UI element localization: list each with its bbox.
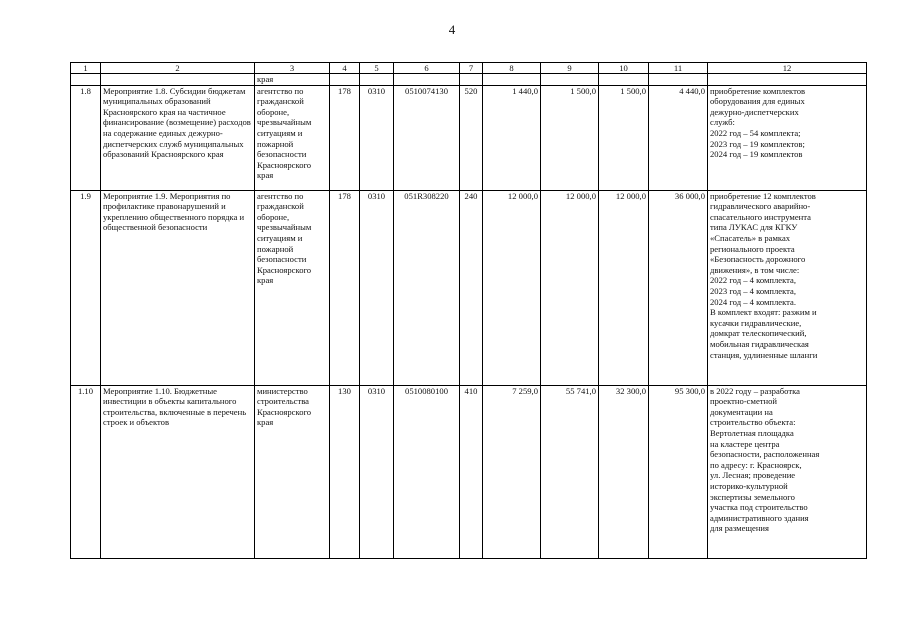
amount-2022: 1 440,0: [483, 85, 541, 190]
responsible-agency: агентство по гражданской обороне, чрезвычайным ситуациям и пожарной безопасности Красноярского края: [255, 190, 330, 385]
measures-table: [70, 62, 867, 559]
result-line: приобретение 12 комплектов: [710, 190, 816, 201]
column-header: 10: [599, 63, 649, 74]
grbs-code: 178: [330, 85, 360, 190]
table-row: [71, 385, 867, 558]
expected-result: [708, 85, 867, 190]
column-header: 3: [255, 63, 330, 74]
amount-2023: 12 000,0: [541, 190, 599, 385]
result-line: приобретение комплектов: [710, 85, 806, 96]
grbs-code: 130: [330, 385, 360, 558]
amount-2022: 7 259,0: [483, 385, 541, 558]
row-number: 1.9: [71, 190, 101, 385]
rzpr-code: 0310: [360, 85, 394, 190]
vr-code: 410: [460, 385, 483, 558]
expected-result: [708, 190, 867, 385]
result-line: мобильная гидравлическая: [710, 338, 809, 349]
result-line: спасательного инструмента: [710, 211, 811, 222]
result-line: домкрат телескопический,: [710, 328, 807, 339]
rzpr-code: 0310: [360, 385, 394, 558]
column-header: 9: [541, 63, 599, 74]
result-line: для размещения: [710, 523, 769, 534]
result-line: дежурно-диспетчерских: [710, 106, 799, 117]
row-number: 1.10: [71, 385, 101, 558]
result-line: типа ЛУКАС для КГКУ: [710, 222, 798, 233]
result-line: кусачки гидравлические,: [710, 317, 802, 328]
result-line: проектно-сметной: [710, 396, 778, 407]
column-header: 11: [649, 63, 708, 74]
amount-2024: 1 500,0: [599, 85, 649, 190]
result-line: ул. Лесная; проведение: [710, 470, 796, 481]
grbs-code: 178: [330, 190, 360, 385]
csr-code: 0510080100: [394, 385, 460, 558]
table-row: [71, 190, 867, 385]
amount-2023: 55 741,0: [541, 385, 599, 558]
result-line: Вертолетная площадка: [710, 427, 794, 438]
amount-2022: 12 000,0: [483, 190, 541, 385]
measure-name: Мероприятие 1.8. Субсидии бюджетам муниципальных образований Красноярского края на частичное финансирование (возмещение) расходов на содержание единых дежурно-диспетчерских служб муниципальных образований Красноярского края: [101, 85, 255, 190]
responsible-agency: министерство строительства Красноярского края: [255, 385, 330, 558]
result-line: «Безопасность дорожного: [710, 254, 806, 265]
row-number: 1.8: [71, 85, 101, 190]
column-header: 5: [360, 63, 394, 74]
column-header: 7: [460, 63, 483, 74]
table-row: [71, 85, 867, 190]
result-line: административного здания: [710, 512, 809, 523]
column-header: 8: [483, 63, 541, 74]
result-line: 2022 год – 54 комплекта;: [710, 127, 801, 138]
column-header: 4: [330, 63, 360, 74]
continuation-agency: края: [255, 74, 330, 86]
measure-name: Мероприятие 1.10. Бюджетные инвестиции в объекты капитального строительства, включенные в перечень строек и объектов: [101, 385, 255, 558]
result-line: безопасности, расположенная: [710, 449, 820, 460]
responsible-agency: агентство по гражданской обороне, чрезвычайным ситуациям и пожарной безопасности Красноярского края: [255, 85, 330, 190]
result-line: участка под строительство: [710, 502, 808, 513]
amount-2024: 32 300,0: [599, 385, 649, 558]
expected-result: [708, 385, 867, 558]
column-header: 1: [71, 63, 101, 74]
result-line: документации на: [710, 406, 773, 417]
result-line: В комплект входят: разжим и: [710, 307, 817, 318]
vr-code: 520: [460, 85, 483, 190]
column-header: 6: [394, 63, 460, 74]
result-line: в 2022 году – разработка: [710, 385, 800, 396]
result-line: «Спасатель» в рамках: [710, 232, 791, 243]
csr-code: 0510074130: [394, 85, 460, 190]
csr-code: 051R308220: [394, 190, 460, 385]
measure-name: Мероприятие 1.9. Мероприятия по профилактике правонарушений и укреплению общественного порядка и общественной безопасности: [101, 190, 255, 385]
continuation-row: [71, 74, 867, 86]
vr-code: 240: [460, 190, 483, 385]
result-line: движения», в том числе:: [710, 264, 800, 275]
result-line: экспертизы земельного: [710, 491, 795, 502]
result-line: гидравлического аварийно-: [710, 201, 811, 212]
page-number: 4: [448, 22, 456, 37]
column-header: 2: [101, 63, 255, 74]
result-line: на кластере центра: [710, 438, 780, 449]
result-line: историко-культурной: [710, 480, 788, 491]
result-line: оборудования для единых: [710, 96, 805, 107]
column-header: 12: [708, 63, 867, 74]
amount-2023: 1 500,0: [541, 85, 599, 190]
result-line: 2024 год – 19 комплектов: [710, 149, 803, 160]
result-line: по адресу: г. Красноярск,: [710, 459, 802, 470]
amount-total: 36 000,0: [649, 190, 708, 385]
result-line: 2024 год – 4 комплекта.: [710, 296, 797, 307]
result-line: служб:: [710, 117, 735, 128]
result-line: 2023 год – 4 комплекта,: [710, 285, 797, 296]
rzpr-code: 0310: [360, 190, 394, 385]
amount-2024: 12 000,0: [599, 190, 649, 385]
result-line: станция, удлиненные шланги: [710, 349, 818, 360]
column-number-row: [71, 63, 867, 74]
amount-total: 4 440,0: [649, 85, 708, 190]
result-line: 2022 год – 4 комплекта,: [710, 275, 797, 286]
result-line: регионального проекта: [710, 243, 795, 254]
amount-total: 95 300,0: [649, 385, 708, 558]
result-line: строительство объекта:: [710, 417, 796, 428]
result-line: 2023 год – 19 комплектов;: [710, 138, 805, 149]
